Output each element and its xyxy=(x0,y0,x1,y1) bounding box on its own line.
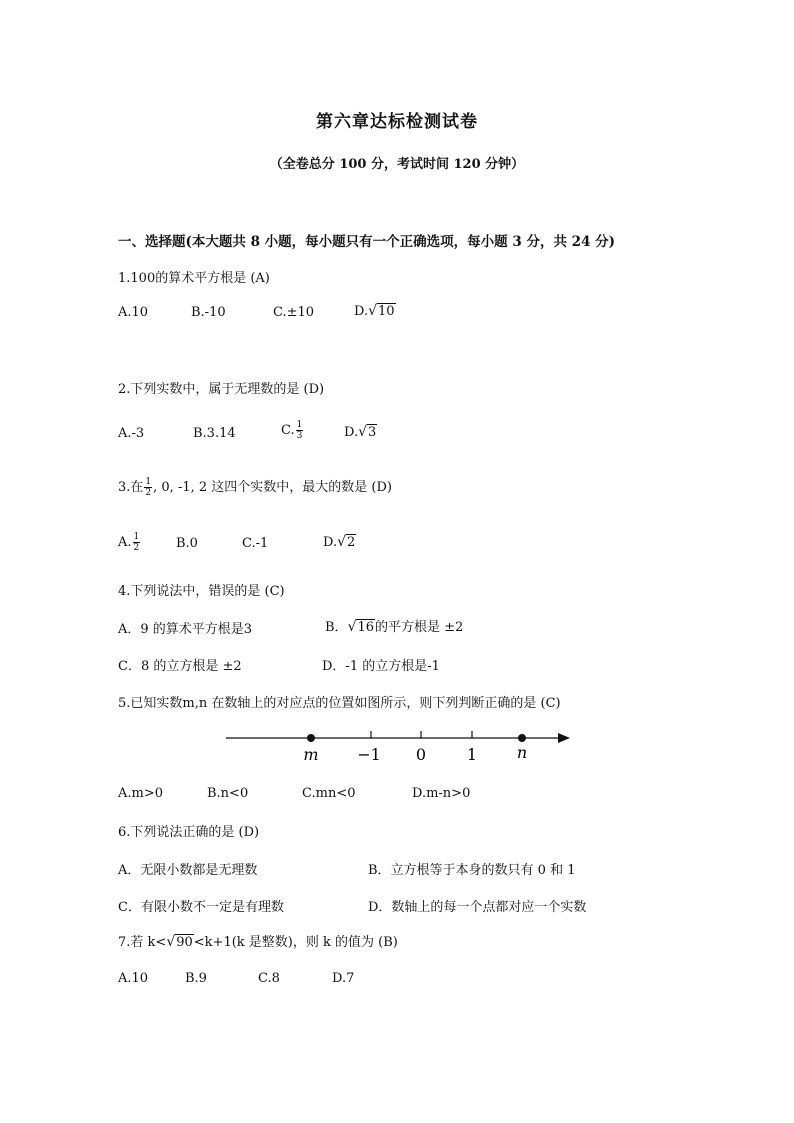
q1-option-a: A.10 xyxy=(118,305,149,320)
q7-stem xyxy=(118,931,398,950)
q2-option-c xyxy=(281,420,304,441)
q6-option-b: B．立方根等于本身的数只有 0 和 1 xyxy=(368,863,576,878)
sqrt-symbol: √2 xyxy=(337,534,356,550)
q7-stem-prefix: 7.若 k< xyxy=(118,935,167,950)
number-line-arrow-icon xyxy=(558,733,570,743)
label-one: 1 xyxy=(466,745,478,764)
q3-stem-prefix: 3.在 xyxy=(118,480,144,495)
fraction-numerator: 1 xyxy=(145,477,152,487)
q3-option-b: B.0 xyxy=(176,536,198,551)
sqrt-symbol: √3 xyxy=(358,424,377,440)
fraction-denominator: 2 xyxy=(133,543,140,553)
q3-option-a xyxy=(118,532,141,553)
q2-option-c-prefix: C. xyxy=(281,423,295,438)
q1-option-b: B.-10 xyxy=(191,305,226,320)
fraction-denominator: 2 xyxy=(145,488,152,498)
fraction xyxy=(296,420,304,441)
number-line-diagram xyxy=(220,722,574,768)
q7-stem-rest: <k+1(k 是整数)，则 k 的值为 (B) xyxy=(193,935,398,950)
label-neg1: −1 xyxy=(357,745,381,764)
point-n xyxy=(518,734,526,742)
label-m: m xyxy=(303,745,319,764)
q4-option-b-radicand: 16 xyxy=(357,620,375,635)
q2-option-d-prefix: D. xyxy=(344,425,359,440)
q5-stem: 5.已知实数m,n 在数轴上的对应点的位置如图所示，则下列判断正确的是 (C) xyxy=(118,696,561,711)
page-title: 第六章达标检测试卷 xyxy=(316,112,478,132)
q2-option-d-radicand: 3 xyxy=(368,425,377,440)
q1-option-d xyxy=(354,303,396,319)
q1-option-d-radicand: 10 xyxy=(378,304,395,319)
q3-option-d-radicand: 2 xyxy=(347,535,356,550)
q7-radicand: 90 xyxy=(176,935,193,950)
q7-option-c: C.8 xyxy=(258,971,280,986)
q5-option-d: D.m-n>0 xyxy=(412,786,471,801)
q7-option-a: A.10 xyxy=(118,971,149,986)
q2-stem: 2.下列实数中，属于无理数的是 (D) xyxy=(118,382,325,397)
q3-stem-rest: , 0, -1, 2 这四个实数中，最大的数是 (D) xyxy=(153,480,392,495)
q4-option-b-prefix: B． xyxy=(325,620,348,635)
q4-option-b-rest: 的平方根是 ±2 xyxy=(375,620,464,635)
q6-option-a: A．无限小数都是无理数 xyxy=(118,863,258,878)
label-n: n xyxy=(516,743,528,762)
q5-option-b: B.n<0 xyxy=(207,786,249,801)
q3-option-d-prefix: D. xyxy=(323,535,338,550)
q2-option-b: B.3.14 xyxy=(193,426,236,441)
q4-stem: 4.下列说法中，错误的是 (C) xyxy=(118,584,285,599)
fraction xyxy=(144,477,152,498)
q2-option-a: A.-3 xyxy=(118,426,145,441)
q7-option-b: B.9 xyxy=(185,971,207,986)
q1-option-d-prefix: D. xyxy=(354,304,369,319)
q3-stem xyxy=(118,476,392,498)
q5-option-c: C.mn<0 xyxy=(302,786,356,801)
q2-option-d xyxy=(344,424,377,440)
fraction-numerator: 1 xyxy=(296,420,303,430)
q5-option-a: A.m>0 xyxy=(118,786,164,801)
q1-stem: 1.100的算术平方根是 (A) xyxy=(118,271,270,286)
fraction-denominator: 3 xyxy=(296,431,303,441)
sqrt-symbol: √90 xyxy=(166,934,193,950)
label-zero: 0 xyxy=(415,745,427,764)
q4-option-b xyxy=(325,616,463,635)
fraction xyxy=(133,532,141,553)
q6-stem: 6.下列说法正确的是 (D) xyxy=(118,825,260,840)
q4-option-c: C．8 的立方根是 ±2 xyxy=(118,659,242,674)
section-heading: 一、选择题(本大题共 8 小题，每小题只有一个正确选项，每小题 3 分，共 24 分) xyxy=(118,234,616,250)
sqrt-symbol: √16 xyxy=(347,619,375,635)
q3-option-c: C.-1 xyxy=(242,536,269,551)
q3-option-a-prefix: A. xyxy=(118,535,132,550)
q1-option-c: C.±10 xyxy=(273,305,315,320)
q6-option-c: C．有限小数不一定是有理数 xyxy=(118,900,284,915)
q4-option-d: D．-1 的立方根是-1 xyxy=(322,659,440,674)
fraction-numerator: 1 xyxy=(133,532,140,542)
q4-option-a: A．9 的算术平方根是3 xyxy=(118,622,253,637)
sqrt-symbol: √10 xyxy=(368,303,395,319)
q3-option-d xyxy=(323,534,356,550)
q6-option-d: D．数轴上的每一个点都对应一个实数 xyxy=(368,900,587,915)
q7-option-d: D.7 xyxy=(332,971,355,986)
page-subtitle: （全卷总分 100 分，考试时间 120 分钟） xyxy=(269,157,525,172)
point-m xyxy=(307,734,315,742)
